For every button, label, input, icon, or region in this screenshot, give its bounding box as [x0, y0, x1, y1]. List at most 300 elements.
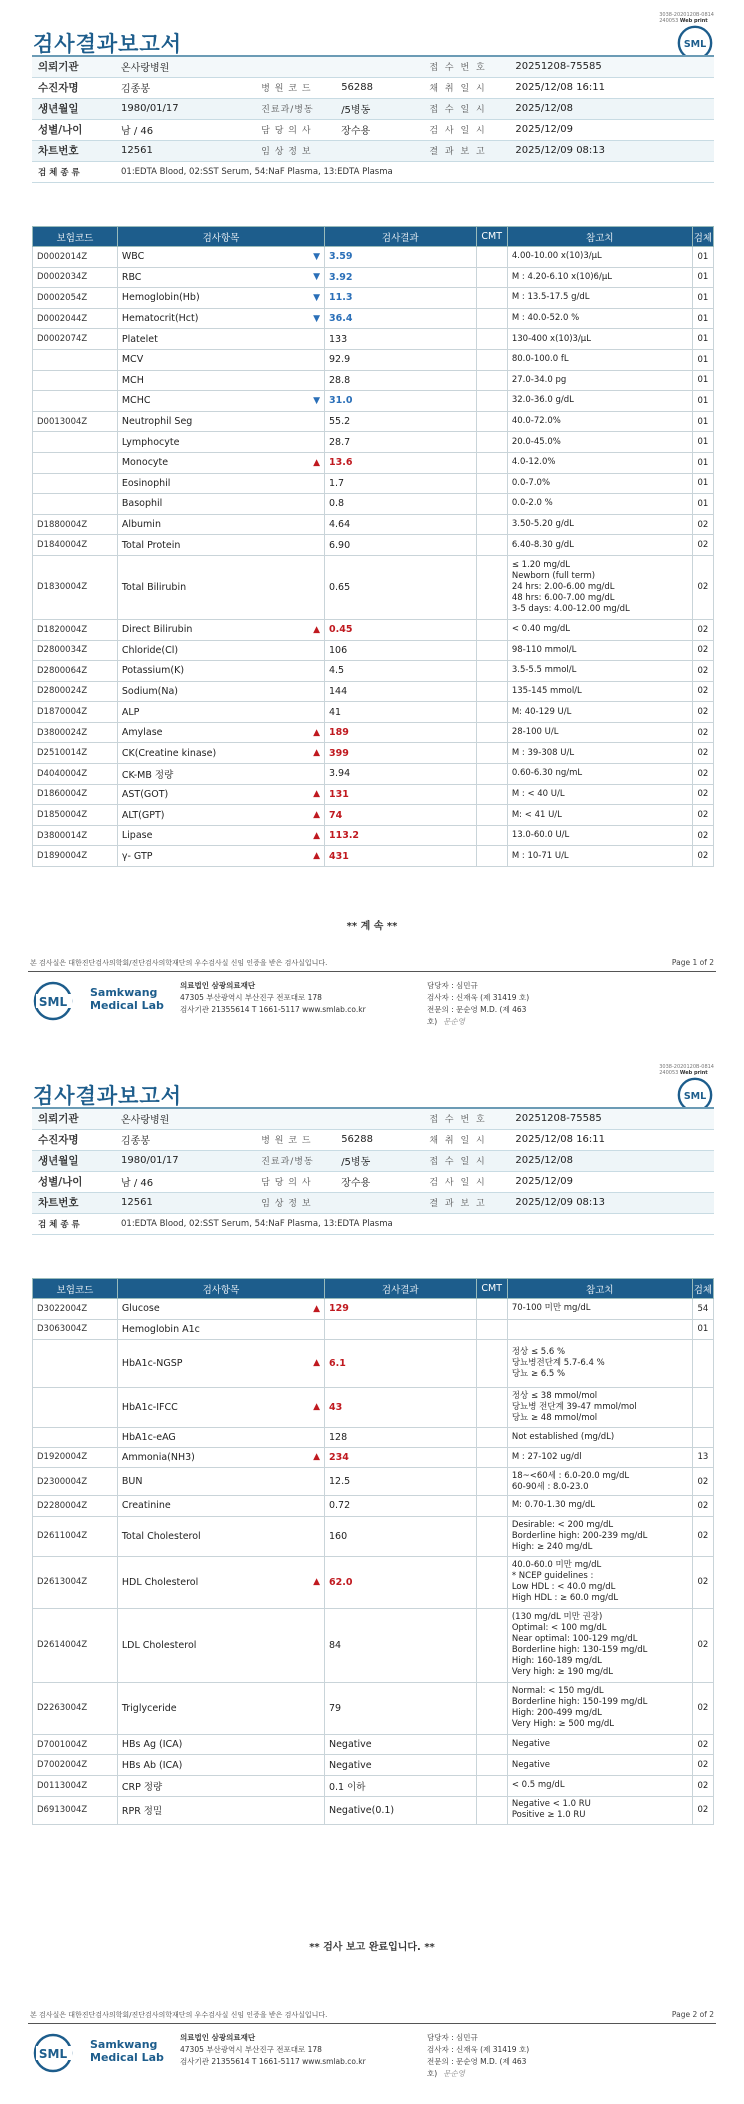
logo-text: SML — [38, 995, 68, 1009]
high-flag-icon: ▲ — [313, 624, 320, 635]
reference-range — [507, 743, 692, 764]
reference-range — [507, 1496, 692, 1517]
test-name-cell — [117, 1468, 324, 1496]
comment-cell — [476, 1447, 507, 1468]
specimen-code: 02 — [692, 1734, 713, 1755]
result-row — [33, 743, 714, 764]
reference-range — [507, 473, 692, 494]
reference-line: (130 mg/dL 미만 권장) — [511, 1612, 603, 1623]
comment-cell — [476, 308, 507, 329]
comment-cell — [476, 846, 507, 867]
insurance-code: D1850004Z — [33, 805, 118, 826]
specimen-code: 02 — [692, 640, 713, 661]
test-name: Lymphocyte — [121, 436, 180, 448]
insurance-code: D0002034Z — [33, 267, 118, 288]
test-name-cell — [117, 722, 324, 743]
reference-line: 정상 ≤ 5.6 % — [511, 1346, 566, 1357]
info-label: 의뢰기관 — [32, 1108, 115, 1129]
lab-name-line: Medical Lab — [90, 2051, 164, 2064]
insurance-code: D3800024Z — [33, 722, 118, 743]
result-row — [33, 1516, 714, 1556]
test-name-cell — [117, 1387, 324, 1427]
report-page-2 — [0, 1052, 744, 2104]
test-name-cell — [117, 1796, 324, 1824]
insurance-code: D0002074Z — [33, 329, 118, 350]
specimen-code: 02 — [692, 743, 713, 764]
info-value: /5병동 — [335, 1150, 423, 1171]
test-name: HbA1c-eAG — [121, 1431, 176, 1443]
info-value: 2025/12/08 — [509, 1150, 714, 1171]
info-value: 온사랑병원 — [115, 1108, 255, 1129]
test-result: 84 — [324, 1608, 476, 1682]
test-result: 74 — [324, 805, 476, 826]
specimen-code: 01 — [692, 329, 713, 350]
reference-line: 3.50-5.20 g/dL — [511, 519, 574, 530]
info-label: 담 당 의 사 — [255, 119, 335, 140]
reference-line: < 0.40 mg/dL — [511, 624, 570, 635]
insurance-code: D1870004Z — [33, 702, 118, 723]
test-name: Total Protein — [121, 539, 181, 551]
reference-range — [507, 640, 692, 661]
info-label: 담 당 의 사 — [255, 1171, 335, 1192]
comment-cell — [476, 1299, 507, 1320]
reference-range — [507, 805, 692, 826]
insurance-code: D1890004Z — [33, 846, 118, 867]
test-name: CRP 정량 — [121, 1781, 163, 1793]
test-name: CK(Creatine kinase) — [121, 747, 217, 759]
comment-cell — [476, 1608, 507, 1682]
result-row — [33, 308, 714, 329]
reference-line: M : 10-71 U/L — [511, 850, 569, 861]
comment-cell — [476, 1556, 507, 1608]
result-row — [33, 1734, 714, 1755]
results-table — [32, 226, 714, 867]
reference-line: M: < 41 U/L — [511, 809, 562, 820]
comment-cell — [476, 432, 507, 453]
info-label: 의뢰기관 — [32, 56, 115, 77]
test-name: Triglyceride — [121, 1702, 177, 1714]
reference-range — [507, 514, 692, 535]
comment-cell — [476, 1682, 507, 1734]
lab-name-line: Medical Lab — [90, 999, 164, 1012]
test-name: HbA1c-IFCC — [121, 1401, 178, 1413]
col-header: 참고치 — [507, 1279, 692, 1299]
print-code — [659, 1064, 714, 1076]
result-row — [33, 1608, 714, 1682]
reference-range — [507, 1608, 692, 1682]
insurance-code: D0002014Z — [33, 247, 118, 268]
comment-cell — [476, 1755, 507, 1776]
test-result: 0.72 — [324, 1496, 476, 1517]
low-flag-icon: ▼ — [313, 395, 320, 406]
result-row — [33, 1299, 714, 1320]
reference-range — [507, 681, 692, 702]
insurance-code: D2800024Z — [33, 681, 118, 702]
info-label: 성별/나이 — [32, 119, 115, 140]
reference-line: 18~<60세 : 6.0-20.0 mg/dL — [511, 1470, 630, 1481]
test-name-cell — [117, 825, 324, 846]
test-name-cell — [117, 308, 324, 329]
lab-footer — [32, 2032, 532, 2082]
insurance-code — [33, 432, 118, 453]
test-result: 128 — [324, 1427, 476, 1447]
reference-range — [507, 349, 692, 370]
comment-cell — [476, 619, 507, 640]
result-row — [33, 411, 714, 432]
insurance-code: D6913004Z — [33, 1796, 118, 1824]
reference-range — [507, 1387, 692, 1427]
logo-text: SML — [683, 1090, 707, 1102]
comment-cell — [476, 452, 507, 473]
test-name-cell — [117, 661, 324, 682]
test-name-cell — [117, 702, 324, 723]
reference-range — [507, 784, 692, 805]
comment-cell — [476, 391, 507, 412]
info-label: 검 체 종 류 — [32, 161, 115, 182]
insurance-code: D3063004Z — [33, 1319, 118, 1339]
test-result: Negative(0.1) — [324, 1796, 476, 1824]
low-flag-icon: ▼ — [313, 251, 320, 262]
info-value: 56288 — [335, 77, 423, 98]
reference-range — [507, 1755, 692, 1776]
high-flag-icon: ▲ — [313, 457, 320, 468]
print-code-line: 240053 — [659, 1070, 679, 1076]
col-header: 검체 — [692, 227, 713, 247]
test-name: HbA1c-NGSP — [121, 1357, 183, 1369]
test-name-cell — [117, 514, 324, 535]
specimen-code: 01 — [692, 247, 713, 268]
test-name: Platelet — [121, 333, 158, 345]
comment-cell — [476, 494, 507, 515]
info-label: 접 수 일 시 — [423, 98, 509, 119]
reference-line: 당뇨병전단계 5.7-6.4 % — [511, 1357, 605, 1368]
sml-logo-icon — [32, 2032, 86, 2074]
test-result: 399 — [324, 743, 476, 764]
insurance-code: D0113004Z — [33, 1775, 118, 1796]
info-label: 채 취 일 시 — [423, 77, 509, 98]
comment-cell — [476, 825, 507, 846]
test-result: 133 — [324, 329, 476, 350]
test-name: Monocyte — [121, 457, 169, 469]
test-name: Total Bilirubin — [121, 581, 187, 593]
high-flag-icon: ▲ — [313, 1452, 320, 1463]
test-name-cell — [117, 247, 324, 268]
specimen-code: 01 — [692, 267, 713, 288]
lab-name — [90, 986, 164, 1012]
info-label: 채 취 일 시 — [423, 1129, 509, 1150]
test-name-cell — [117, 349, 324, 370]
col-header: 보험코드 — [33, 227, 118, 247]
high-flag-icon: ▲ — [313, 727, 320, 738]
reference-line: 당뇨 ≥ 6.5 % — [511, 1368, 566, 1379]
info-label: 임 상 정 보 — [255, 140, 335, 161]
test-name: Eosinophil — [121, 477, 171, 489]
comment-cell — [476, 411, 507, 432]
reference-line: 40.0-60.0 미만 mg/dL — [511, 1560, 602, 1571]
test-name-cell — [117, 329, 324, 350]
insurance-code: D1920004Z — [33, 1447, 118, 1468]
test-result: 189 — [324, 722, 476, 743]
staff-line: 담당자 : 심민규 — [427, 981, 478, 990]
reference-range — [507, 411, 692, 432]
report-title: 검사결과보고서 — [33, 1084, 183, 1108]
high-flag-icon: ▲ — [313, 1402, 320, 1413]
test-result: 431 — [324, 846, 476, 867]
result-row — [33, 1496, 714, 1517]
specimen-code: 02 — [692, 1556, 713, 1608]
info-label: 임 상 정 보 — [255, 1192, 335, 1213]
test-name-cell — [117, 784, 324, 805]
result-row — [33, 1339, 714, 1387]
lab-address — [180, 2032, 366, 2068]
reference-line: Negative — [511, 1739, 550, 1750]
insurance-code: D2263004Z — [33, 1682, 118, 1734]
test-name-cell — [117, 640, 324, 661]
comment-cell — [476, 640, 507, 661]
test-name-cell — [117, 267, 324, 288]
info-value: 남 / 46 — [115, 1171, 255, 1192]
reference-range — [507, 247, 692, 268]
insurance-code: D3022004Z — [33, 1299, 118, 1320]
reference-line: Positive ≥ 1.0 RU — [511, 1810, 586, 1821]
test-name: MCV — [121, 354, 144, 366]
insurance-code — [33, 391, 118, 412]
reference-line: 60-90세 : 8.0-23.0 — [511, 1481, 589, 1492]
reference-line: 4.0-12.0% — [511, 457, 556, 468]
reference-range — [507, 308, 692, 329]
test-name-cell — [117, 743, 324, 764]
insurance-code: D2611004Z — [33, 1516, 118, 1556]
result-row — [33, 1796, 714, 1824]
comment-cell — [476, 1387, 507, 1427]
col-header: 검사결과 — [324, 1279, 476, 1299]
reference-line: 70-100 미만 mg/dL — [511, 1303, 591, 1314]
reference-range — [507, 1468, 692, 1496]
test-name: Hematocrit(Hct) — [121, 313, 199, 325]
test-result: 31.0 — [324, 391, 476, 412]
reference-line: Borderline high: 150-199 mg/dL — [511, 1697, 648, 1708]
test-result: 62.0 — [324, 1556, 476, 1608]
logo-text: SML — [683, 38, 707, 50]
insurance-code: D1840004Z — [33, 535, 118, 556]
test-name: Hemoglobin A1c — [121, 1323, 200, 1335]
page-number: Page 1 of 2 — [671, 958, 714, 967]
col-header: 검사항목 — [117, 1279, 324, 1299]
comment-cell — [476, 1468, 507, 1496]
result-row — [33, 1468, 714, 1496]
info-value: 장수용 — [335, 119, 423, 140]
comment-cell — [476, 1339, 507, 1387]
reference-line: Desirable: < 200 mg/dL — [511, 1519, 614, 1530]
high-flag-icon: ▲ — [313, 1358, 320, 1369]
reference-range — [507, 1734, 692, 1755]
test-result: 4.5 — [324, 661, 476, 682]
insurance-code: D0002054Z — [33, 288, 118, 309]
reference-line: M : < 40 U/L — [511, 788, 565, 799]
result-row — [33, 764, 714, 785]
result-row — [33, 247, 714, 268]
reference-line: 27.0-34.0 pg — [511, 374, 567, 385]
sml-logo-icon — [32, 980, 86, 1022]
insurance-code — [33, 370, 118, 391]
info-value: 2025/12/08 16:11 — [509, 1129, 714, 1150]
staff-line: 전문의 : 문순영 M.D. (제 463 호) — [427, 1005, 527, 1026]
specimen-code: 02 — [692, 1682, 713, 1734]
test-name-cell — [117, 1682, 324, 1734]
reference-range — [507, 825, 692, 846]
reference-range — [507, 846, 692, 867]
test-result: 6.1 — [324, 1339, 476, 1387]
test-name: Direct Bilirubin — [121, 624, 193, 636]
result-row — [33, 473, 714, 494]
print-code-line: 240053 — [659, 18, 679, 24]
reference-range — [507, 702, 692, 723]
specimen-code: 54 — [692, 1299, 713, 1320]
specimen-code: 02 — [692, 1796, 713, 1824]
comment-cell — [476, 473, 507, 494]
test-result: 234 — [324, 1447, 476, 1468]
specimen-code: 01 — [692, 432, 713, 453]
info-value — [335, 140, 423, 161]
comment-cell — [476, 1775, 507, 1796]
insurance-code — [33, 1427, 118, 1447]
result-row — [33, 1755, 714, 1776]
specimen-code: 02 — [692, 1516, 713, 1556]
insurance-code: D1830004Z — [33, 555, 118, 619]
insurance-code: D1860004Z — [33, 784, 118, 805]
result-row — [33, 825, 714, 846]
test-name-cell — [117, 555, 324, 619]
specimen-code — [692, 1387, 713, 1427]
complete-text: ** 검사 보고 완료입니다. ** — [309, 1942, 435, 1953]
insurance-code — [33, 452, 118, 473]
comment-cell — [476, 743, 507, 764]
low-flag-icon: ▼ — [313, 313, 320, 324]
test-result: 36.4 — [324, 308, 476, 329]
reference-line: Optimal: < 100 mg/dL — [511, 1623, 607, 1634]
comment-cell — [476, 1796, 507, 1824]
col-header: 검사결과 — [324, 227, 476, 247]
test-name: Neutrophil Seg — [121, 416, 193, 428]
specimen-code: 01 — [692, 370, 713, 391]
col-header: CMT — [476, 1279, 507, 1299]
test-name-cell — [117, 288, 324, 309]
insurance-code: D1880004Z — [33, 514, 118, 535]
reference-line: M : 40.0-52.0 % — [511, 313, 580, 324]
test-result: 0.45 — [324, 619, 476, 640]
comment-cell — [476, 349, 507, 370]
specimen-code: 01 — [692, 349, 713, 370]
high-flag-icon: ▲ — [313, 810, 320, 821]
specimen-code: 01 — [692, 288, 713, 309]
specimen-code: 02 — [692, 661, 713, 682]
insurance-code: D2300004Z — [33, 1468, 118, 1496]
lab-staff — [427, 2032, 532, 2080]
reference-line: M : 39-308 U/L — [511, 747, 575, 758]
test-name-cell — [117, 619, 324, 640]
comment-cell — [476, 702, 507, 723]
result-row — [33, 555, 714, 619]
insurance-code: D7001004Z — [33, 1734, 118, 1755]
insurance-code — [33, 473, 118, 494]
specimen-code: 01 — [692, 452, 713, 473]
test-name: Amylase — [121, 727, 163, 739]
test-name: RPR 정밀 — [121, 1806, 163, 1818]
test-result: 106 — [324, 640, 476, 661]
result-row — [33, 349, 714, 370]
info-label: 결 과 보 고 — [423, 1192, 509, 1213]
reference-line: Negative — [511, 1759, 550, 1770]
test-result: 0.1 이하 — [324, 1775, 476, 1796]
info-value: 1980/01/17 — [115, 1150, 255, 1171]
specimen-code: 02 — [692, 514, 713, 535]
reference-range — [507, 1319, 692, 1339]
specimen-code: 02 — [692, 764, 713, 785]
certification-note: 본 검사실은 대한진단검사의학회/진단검사의학재단의 우수검사실 신임 인증을 받은 검사실입니다. — [30, 959, 328, 967]
reference-line: < 0.5 mg/dL — [511, 1780, 565, 1791]
lab-address — [180, 980, 366, 1016]
info-value — [335, 1192, 423, 1213]
test-result: 13.6 — [324, 452, 476, 473]
insurance-code: D0002044Z — [33, 308, 118, 329]
web-print-label: Web print — [679, 18, 708, 24]
reference-line: High: 200-499 mg/dL — [511, 1708, 602, 1719]
comment-cell — [476, 535, 507, 556]
result-row — [33, 640, 714, 661]
test-result: 79 — [324, 1682, 476, 1734]
test-name: Basophil — [121, 498, 163, 510]
specimen-code: 02 — [692, 1468, 713, 1496]
reference-line: 6.40-8.30 g/dL — [511, 539, 574, 550]
test-name-cell — [117, 846, 324, 867]
reference-range — [507, 764, 692, 785]
print-code — [659, 12, 714, 24]
test-name-cell — [117, 1496, 324, 1517]
reference-range — [507, 1775, 692, 1796]
test-name: AST(GOT) — [121, 788, 169, 800]
test-name-cell — [117, 681, 324, 702]
info-label: 수진자명 — [32, 77, 115, 98]
result-row — [33, 1556, 714, 1608]
reference-line: Normal: < 150 mg/dL — [511, 1686, 604, 1697]
result-row — [33, 514, 714, 535]
reference-line: 정상 ≤ 38 mmol/mol — [511, 1390, 598, 1401]
test-name-cell — [117, 432, 324, 453]
reference-line: 0.0-7.0% — [511, 477, 551, 488]
reference-line: Very high: ≥ 190 mg/dL — [511, 1667, 613, 1678]
comment-cell — [476, 1496, 507, 1517]
specimen-code: 02 — [692, 805, 713, 826]
patient-info-table — [32, 55, 714, 183]
reference-range — [507, 267, 692, 288]
low-flag-icon: ▼ — [313, 292, 320, 303]
lab-footer — [32, 980, 532, 1030]
result-row — [33, 267, 714, 288]
info-label: 진료과/병동 — [255, 1150, 335, 1171]
comment-cell — [476, 555, 507, 619]
test-name-cell — [117, 411, 324, 432]
info-label: 진료과/병동 — [255, 98, 335, 119]
result-row — [33, 288, 714, 309]
test-name-cell — [117, 1427, 324, 1447]
reference-line: Near optimal: 100-129 mg/dL — [511, 1634, 638, 1645]
high-flag-icon: ▲ — [313, 1577, 320, 1588]
specimen-code: 01 — [692, 1319, 713, 1339]
test-name: Hemoglobin(Hb) — [121, 292, 200, 304]
info-label: 검 체 종 류 — [32, 1213, 115, 1234]
specimen-code: 02 — [692, 825, 713, 846]
specimen-code: 02 — [692, 1496, 713, 1517]
